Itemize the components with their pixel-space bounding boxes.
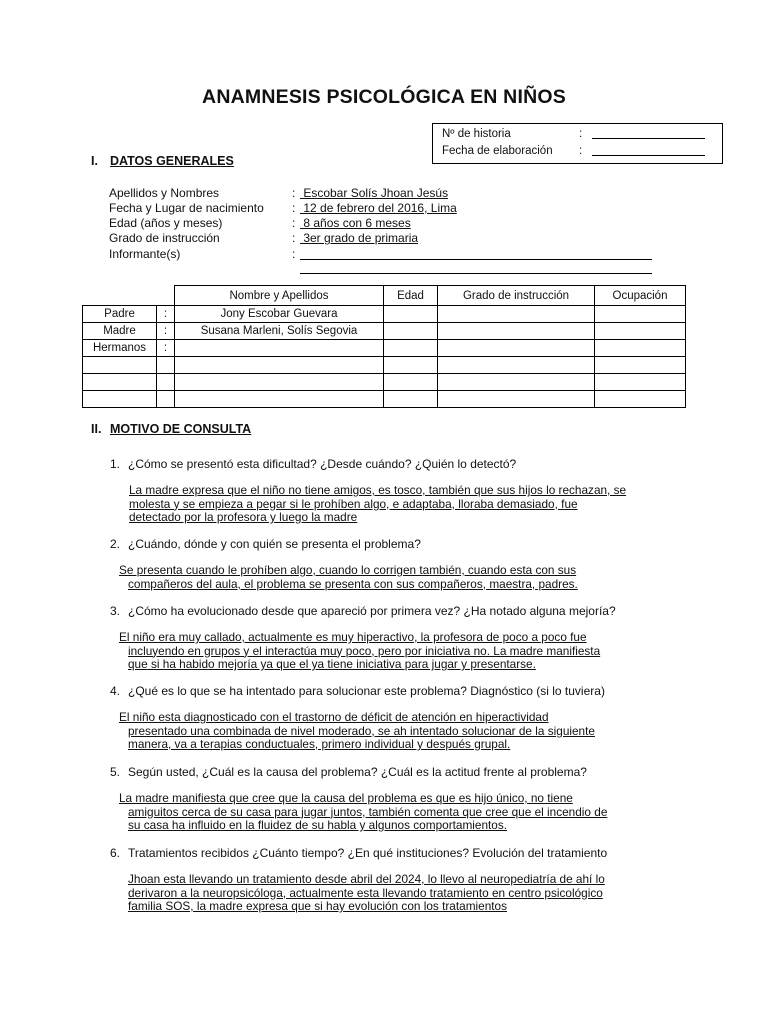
answer-line: incluyendo en grupos y el interactúa muy poco, pero por iniciativa no. La madre manifiesta xyxy=(128,643,601,658)
colon-cell xyxy=(157,357,175,374)
edad-cell[interactable] xyxy=(384,323,438,340)
empty-corner xyxy=(157,286,175,306)
answer-line: detectado por la profesora y luego la madre xyxy=(129,510,358,524)
edad-cell[interactable] xyxy=(384,374,438,391)
history-number-label: Nº de historia xyxy=(442,128,511,140)
question-text: Tratamientos recibidos ¿Cuánto tiempo? ¿En qué instituciones? Evolución del tratamiento xyxy=(128,846,608,860)
colon-cell xyxy=(157,391,175,408)
name-cell[interactable] xyxy=(175,374,384,391)
section-1-heading xyxy=(91,154,291,170)
edad-cell[interactable] xyxy=(384,391,438,408)
table-row xyxy=(83,323,686,340)
answer-line: manera, va a terapias conductuales, primero individual y después grupal. xyxy=(128,737,511,751)
answer-4[interactable] xyxy=(119,711,595,752)
answer-line: Jhoan esta llevando un tratamiento desde abril del 2024, lo llevo al neuropediatría de ahí lo xyxy=(128,872,605,886)
history-box xyxy=(432,123,723,164)
relation-cell: Madre xyxy=(83,323,157,340)
answer-line: El niño era muy callado, actualmente es muy hiperactivo, la profesora de poco a poco fue xyxy=(119,630,587,644)
edad-cell[interactable] xyxy=(384,357,438,374)
table-row xyxy=(83,391,686,408)
section-2-heading xyxy=(91,422,341,438)
answer-line: presentado una combinada de nivel moderado, se ah intentado solucionar de la siguiente xyxy=(128,723,595,738)
section-2-title: MOTIVO DE CONSULTA xyxy=(110,422,252,436)
answer-1[interactable] xyxy=(129,484,626,525)
field-colon: : xyxy=(292,247,296,261)
colon-cell xyxy=(157,374,175,391)
field-label: Apellidos y Nombres xyxy=(109,186,220,200)
question-text: ¿Cómo ha evolucionado desde que apareció por primera vez? ¿Ha notado alguna mejoría? xyxy=(128,604,616,618)
question-number: 1. xyxy=(110,457,121,471)
field-edad xyxy=(109,216,669,231)
answer-line: El niño esta diagnosticado con el trastorno de déficit de atención en hiperactividad xyxy=(119,710,549,724)
answer-line: amiguitos cerca de su casa para jugar juntos, también comenta que cree que el incendio de xyxy=(128,804,608,819)
ocupacion-cell[interactable] xyxy=(595,306,686,323)
field-colon: : xyxy=(292,216,296,230)
answer-line: La madre manifiesta que cree que la causa del problema es que es hijo único, no tiene xyxy=(119,791,573,805)
section-2-number: II. xyxy=(91,422,102,436)
question-number: 4. xyxy=(110,684,121,698)
family-table xyxy=(82,285,686,408)
document-title: ANAMNESIS PSICOLÓGICA EN NIÑOS xyxy=(202,86,566,108)
ocupacion-cell[interactable] xyxy=(595,357,686,374)
empty-corner xyxy=(83,286,157,306)
grado-cell[interactable] xyxy=(438,357,595,374)
table-row xyxy=(83,357,686,374)
name-cell[interactable]: Susana Marleni, Solís Segovia xyxy=(175,323,384,340)
relation-cell xyxy=(83,357,157,374)
field-grado xyxy=(109,231,669,246)
family-table-header xyxy=(83,286,686,306)
history-number-field[interactable] xyxy=(592,138,705,139)
field-value[interactable]: Escobar Solís Jhoan Jesús xyxy=(300,186,449,200)
edad-cell[interactable] xyxy=(384,306,438,323)
field-label: Grado de instrucción xyxy=(109,231,220,245)
colon-cell: : xyxy=(157,340,175,357)
header-edad: Edad xyxy=(384,286,438,306)
history-number-colon: : xyxy=(579,128,583,140)
history-date-colon: : xyxy=(579,145,583,157)
ocupacion-cell[interactable] xyxy=(595,391,686,408)
question-number: 3. xyxy=(110,604,121,618)
colon-cell: : xyxy=(157,323,175,340)
answer-line: compañeros del aula, el problema se presenta con sus compañeros, maestra, padres. xyxy=(128,576,578,591)
field-value[interactable]: 3er grado de primaria xyxy=(300,231,419,245)
name-cell[interactable] xyxy=(175,391,384,408)
relation-cell: Padre xyxy=(83,306,157,323)
field-colon: : xyxy=(292,201,296,215)
field-colon: : xyxy=(292,231,296,245)
answer-2[interactable] xyxy=(119,564,578,591)
grado-cell[interactable] xyxy=(438,323,595,340)
answer-line: que si ha habido mejoría ya que el ya tiene iniciativa para jugar y presentarse. xyxy=(128,657,536,671)
question-text: Según usted, ¿Cuál es la causa del problema? ¿Cuál es la actitud frente al problema? xyxy=(128,765,587,779)
answer-line: su casa ha influido en la fluidez de su habla y algunos comportamientos. xyxy=(128,818,508,832)
field-value[interactable]: 8 años con 6 meses xyxy=(300,216,411,230)
history-date-field[interactable] xyxy=(592,155,705,156)
answer-line: derivaron a la neuropsicóloga, actualmente esta llevando tratamiento en centro psicológico xyxy=(128,885,603,900)
question-text: ¿Cómo se presentó esta dificultad? ¿Desde cuándo? ¿Quién lo detectó? xyxy=(128,457,517,471)
field-label: Informante(s) xyxy=(109,247,181,261)
table-row xyxy=(83,306,686,323)
grado-cell[interactable] xyxy=(438,306,595,323)
field-value[interactable]: 12 de febrero del 2016, Lima xyxy=(300,201,457,215)
question-text: ¿Qué es lo que se ha intentado para solucionar este problema? Diagnóstico (si lo tuviera) xyxy=(128,684,605,698)
name-cell[interactable]: Jony Escobar Guevara xyxy=(175,306,384,323)
question-text: ¿Cuándo, dónde y con quién se presenta el problema? xyxy=(128,537,421,551)
answer-line: Se presenta cuando le prohíben algo, cuando lo corrigen también, cuando esta con sus xyxy=(119,563,577,577)
edad-cell[interactable] xyxy=(384,340,438,357)
question-number: 5. xyxy=(110,765,121,779)
field-label: Fecha y Lugar de nacimiento xyxy=(109,201,264,215)
ocupacion-cell[interactable] xyxy=(595,340,686,357)
informante-line-1[interactable] xyxy=(300,259,652,260)
history-date-label: Fecha de elaboración xyxy=(442,145,553,157)
history-number-row xyxy=(442,126,712,142)
table-row xyxy=(83,340,686,357)
colon-cell: : xyxy=(157,306,175,323)
answer-3[interactable] xyxy=(119,631,600,672)
field-colon: : xyxy=(292,186,296,200)
header-nombre: Nombre y Apellidos xyxy=(175,286,384,306)
section-1-title: DATOS GENERALES xyxy=(110,154,234,168)
question-number: 6. xyxy=(110,846,121,860)
answer-line: familia SOS, la madre expresa que si hay evolución con los tratamientos xyxy=(128,899,507,913)
header-grado: Grado de instrucción xyxy=(438,286,595,306)
name-cell[interactable] xyxy=(175,357,384,374)
ocupacion-cell[interactable] xyxy=(595,323,686,340)
history-date-row xyxy=(442,143,712,159)
ocupacion-cell[interactable] xyxy=(595,374,686,391)
answer-6[interactable] xyxy=(128,873,605,914)
relation-cell: Hermanos xyxy=(83,340,157,357)
grado-cell[interactable] xyxy=(438,340,595,357)
answer-5[interactable] xyxy=(119,792,607,833)
section-1-number: I. xyxy=(91,154,98,168)
informante-line-2[interactable] xyxy=(300,273,652,274)
grado-cell[interactable] xyxy=(438,374,595,391)
table-row xyxy=(83,374,686,391)
answer-line: molesta y se empieza a pegar si le prohíben algo, e adaptaba, lloraba demasiado, fue xyxy=(129,496,578,511)
answer-line: La madre expresa que el niño no tiene amigos, es tosco, también que sus hijos lo rechazan, se xyxy=(129,483,627,497)
name-cell[interactable] xyxy=(175,340,384,357)
question-number: 2. xyxy=(110,537,121,551)
relation-cell xyxy=(83,374,157,391)
header-ocupacion: Ocupación xyxy=(595,286,686,306)
grado-cell[interactable] xyxy=(438,391,595,408)
field-fecha-nacimiento xyxy=(109,201,669,216)
relation-cell xyxy=(83,391,157,408)
field-apellidos xyxy=(109,186,669,201)
field-label: Edad (años y meses) xyxy=(109,216,223,230)
